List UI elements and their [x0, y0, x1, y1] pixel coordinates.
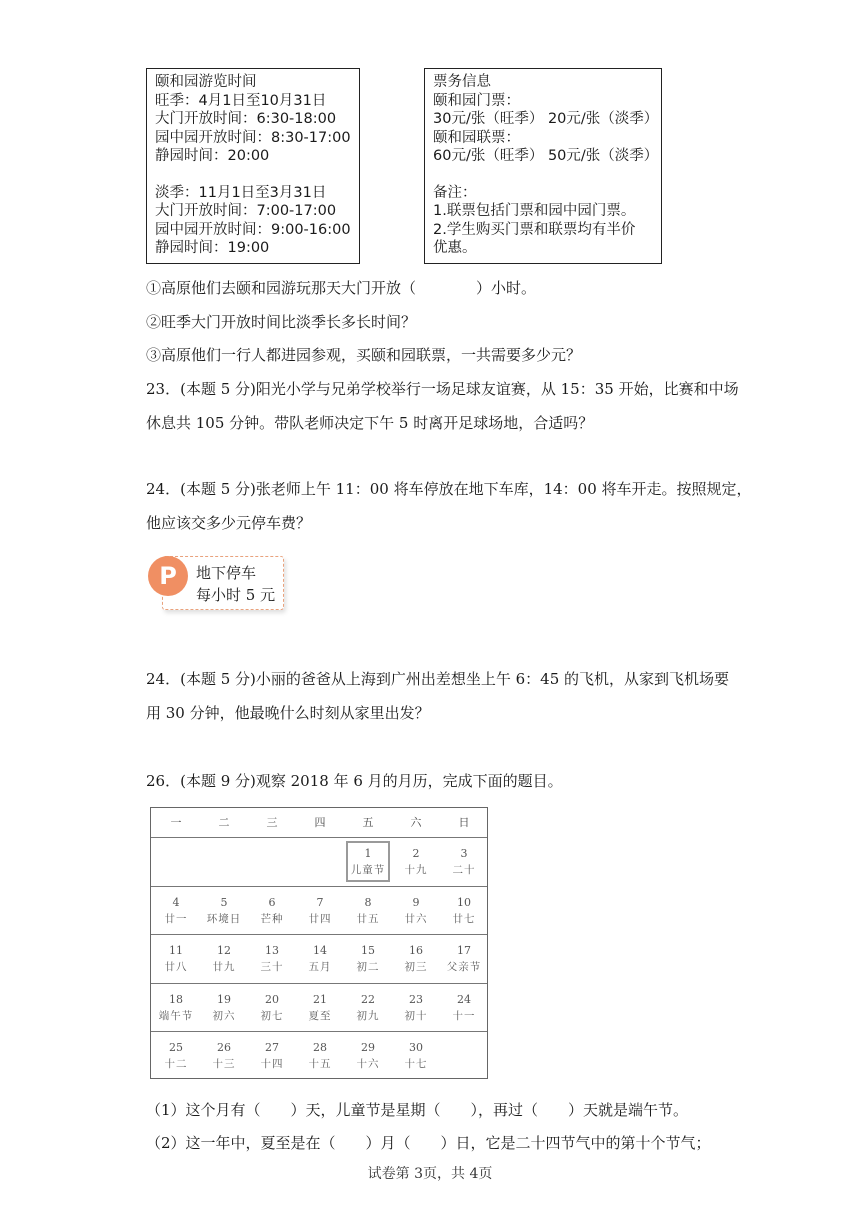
- calendar-day-lunar: 三十: [260, 961, 284, 973]
- calendar-day: [344, 895, 392, 927]
- calendar-day-lunar: 初三: [404, 961, 428, 973]
- calendar-day-lunar: 环境日: [206, 912, 242, 925]
- calendar-day-number: 25: [169, 1041, 183, 1054]
- calendar-day: [248, 943, 296, 975]
- calendar-day-number: 7: [316, 895, 324, 909]
- visiting-hours-title: 颐和园游览时间: [155, 74, 257, 90]
- calendar-day-lunar: 廿九: [212, 961, 236, 973]
- calendar-day: [392, 992, 440, 1024]
- calendar-day-number: 27: [265, 1041, 279, 1054]
- calendar-day: [344, 1040, 392, 1072]
- calendar-day-number: 9: [412, 895, 420, 909]
- calendar-day-number: 22: [361, 992, 375, 1006]
- calendar-day-lunar: 父亲节: [446, 961, 482, 973]
- visiting-hours-lines: [155, 92, 351, 258]
- question-26-intro: 26．(本题 9 分)观察 2018 年 6 月的月历，完成下面的题目。: [146, 772, 563, 790]
- calendar-day: [152, 992, 200, 1024]
- visiting-hours-line: 静园时间：19:00: [155, 240, 270, 256]
- question-23-line1: 23．(本题 5 分)阳光小学与兄弟学校举行一场足球友谊赛，从 15：35 开始，比赛和中场: [146, 380, 739, 398]
- calendar-day-lunar: 廿五: [356, 912, 380, 925]
- calendar-day: [344, 943, 392, 975]
- calendar-day-lunar: 五月: [308, 961, 332, 973]
- question-24-flight-line1: 24．(本题 5 分)小丽的爸爸从上海到广州出差想坐上午 6：45 的飞机，从家到飞机场要: [146, 670, 730, 688]
- calendar-day: [200, 895, 248, 927]
- calendar-day-number: 8: [364, 895, 372, 909]
- visiting-hours-line: 大门开放时间：7:00-17:00: [155, 203, 337, 219]
- calendar-day-number: 15: [361, 944, 375, 957]
- ticket-info-line: 备注：: [433, 184, 477, 201]
- calendar-day-number: 20: [265, 992, 279, 1006]
- calendar-day-lunar: 十二: [164, 1058, 188, 1070]
- calendar-day-lunar: 端午节: [158, 1009, 194, 1022]
- calendar-day: [296, 895, 344, 927]
- weekday-header: 一: [170, 816, 182, 829]
- calendar-day: [152, 943, 200, 975]
- calendar-day-number: 26: [217, 1041, 231, 1054]
- calendar-day-lunar: 廿六: [404, 912, 428, 925]
- calendar-day: [440, 943, 488, 975]
- visiting-hours-line: 淡季：11月1日至3月31日: [155, 184, 327, 201]
- calendar-day: [296, 943, 344, 975]
- childrens-day-highlight: [346, 841, 390, 882]
- ticket-info-title: 票务信息: [433, 74, 491, 90]
- ticket-info-line: 颐和园联票：: [433, 129, 520, 146]
- weekday-header: 五: [362, 816, 374, 829]
- calendar-day-lunar: 儿童节: [350, 864, 386, 876]
- calendar-day-lunar: 廿七: [452, 912, 476, 925]
- calendar-day-number: 17: [457, 944, 471, 957]
- calendar-day: [440, 846, 488, 878]
- visiting-hours-line: 园中园开放时间：8:30-17:00: [155, 129, 351, 146]
- calendar-day-lunar: 初十: [404, 1009, 428, 1022]
- calendar-day-number: 11: [169, 944, 183, 957]
- calendar-day-lunar: 十七: [404, 1058, 428, 1070]
- calendar-day: [200, 943, 248, 975]
- parking-p-icon: P: [148, 556, 188, 596]
- calendar-day-number: 4: [172, 895, 180, 909]
- calendar-day: [152, 1040, 200, 1072]
- calendar-day-lunar: 初九: [356, 1009, 380, 1022]
- calendar-day-lunar: 廿四: [308, 912, 332, 925]
- weekday-header: 二: [218, 816, 230, 829]
- ticket-info-line: 优惠。: [433, 240, 477, 256]
- calendar-day: [344, 992, 392, 1024]
- calendar-day-number: 10: [457, 895, 471, 909]
- question-23-line2: 休息共 105 分钟。带队老师决定下午 5 时离开足球场地，合适吗？: [146, 414, 594, 432]
- calendar-day-number: 2: [412, 847, 420, 860]
- calendar-day: [440, 895, 488, 927]
- ticket-info-lines: [433, 92, 659, 258]
- calendar-day: [248, 895, 296, 927]
- ticket-info-line: 1.联票包括门票和园中园门票。: [433, 203, 636, 219]
- calendar-day-number: 16: [409, 944, 423, 957]
- calendar-day: [392, 846, 440, 878]
- calendar-day: [392, 895, 440, 927]
- ticket-info-box: [424, 68, 662, 264]
- calendar-day-number: 19: [217, 992, 231, 1006]
- ticket-info-line: 30元/张（旺季） 20元/张（淡季）: [433, 111, 659, 127]
- ticket-info-line: 60元/张（旺季） 50元/张（淡季）: [433, 148, 659, 164]
- calendar-day-number: 29: [361, 1041, 375, 1054]
- calendar-day: [248, 1040, 296, 1072]
- calendar-day: [392, 943, 440, 975]
- calendar-day-number: 24: [457, 992, 471, 1006]
- calendar-day-number: 18: [169, 992, 183, 1006]
- calendar-day: [296, 992, 344, 1024]
- calendar-day-lunar: 十五: [308, 1058, 332, 1070]
- page-footer: 试卷第 3页，共 4页: [367, 1166, 493, 1182]
- parking-sign-line2: 每小时 5 元: [196, 586, 276, 604]
- calendar-day-lunar: 十一: [452, 1009, 476, 1022]
- calendar-row-divider: [151, 934, 487, 935]
- calendar-day-number: 30: [409, 1041, 423, 1054]
- question-24-parking-line1: 24．(本题 5 分)张老师上午 11：00 将车停放在地下车库，14：00 将车开走。按照规定，: [146, 480, 752, 498]
- question-24-flight: [146, 662, 730, 730]
- ticket-info-line: [433, 166, 653, 184]
- calendar-day-lunar: 廿八: [164, 961, 188, 973]
- visiting-hours-box: [146, 68, 360, 264]
- calendar-day-lunar: 廿一: [164, 912, 188, 925]
- q22-sub1: ①高原他们去颐和园游玩那天大门开放（ ）小时。: [146, 279, 537, 297]
- calendar-day: [248, 992, 296, 1024]
- q22-sub3: ③高原他们一行人都进园参观，买颐和园联票，一共需要多少元？: [146, 346, 582, 364]
- visiting-hours-line: 园中园开放时间：9:00-16:00: [155, 221, 351, 238]
- calendar-day: [200, 992, 248, 1024]
- parking-sign-line1: 地下停车: [196, 564, 257, 582]
- parking-sign: [148, 550, 286, 612]
- june-2018-calendar: [150, 807, 488, 1079]
- q22-sub2: ②旺季大门开放时间比淡季长多长时间？: [146, 313, 417, 331]
- calendar-day: [152, 895, 200, 927]
- question-26-sub1: （1）这个月有（ ）天，儿童节是星期（ ），再过（ ）天就是端午节。: [146, 1101, 689, 1119]
- calendar-day-number: 23: [409, 992, 423, 1006]
- question-24-parking: [146, 472, 752, 540]
- calendar-day-lunar: 十三: [212, 1058, 236, 1070]
- calendar-day: [440, 992, 488, 1024]
- visiting-hours-line: 旺季：4月1日至10月31日: [155, 92, 327, 109]
- ticket-info-line: 2.学生购买门票和联票均有半价: [433, 221, 636, 238]
- calendar-day-number: 6: [268, 895, 276, 909]
- calendar-day-number: 14: [313, 944, 327, 957]
- calendar-day-number: 3: [460, 847, 468, 860]
- calendar-day: [200, 1040, 248, 1072]
- calendar-day-number: 5: [220, 895, 228, 909]
- calendar-day-lunar: 初六: [212, 1009, 236, 1022]
- calendar-day-lunar: 初二: [356, 961, 380, 973]
- calendar-day-lunar: 夏至: [308, 1009, 332, 1022]
- ticket-info-line: 颐和园门票：: [433, 92, 520, 109]
- weekday-header: 日: [458, 816, 470, 829]
- calendar-day-number: 1: [364, 847, 372, 860]
- question-26-sub2: （2）这一年中，夏至是在（ ）月（ ）日，它是二十四节气中的第十个节气；: [146, 1134, 711, 1152]
- visiting-hours-line: 静园时间：20:00: [155, 148, 270, 164]
- calendar-day-lunar: 十六: [356, 1058, 380, 1070]
- calendar-day-number: 21: [313, 992, 327, 1006]
- calendar-row-divider: [151, 886, 487, 887]
- visiting-hours-line: [155, 166, 351, 184]
- calendar-day-lunar: 十九: [404, 864, 428, 876]
- calendar-day-number: 13: [265, 944, 279, 957]
- calendar-day: [296, 1040, 344, 1072]
- calendar-row-divider: [151, 983, 487, 984]
- calendar-day-lunar: 二十: [452, 864, 476, 876]
- calendar-row-divider: [151, 1031, 487, 1032]
- calendar-day-number: 28: [313, 1041, 327, 1054]
- calendar-day-lunar: 初七: [260, 1009, 284, 1022]
- question-23: [146, 372, 739, 440]
- weekday-header: 三: [266, 816, 278, 829]
- visiting-hours-line: 大门开放时间：6:30-18:00: [155, 111, 337, 127]
- weekday-header: 四: [314, 816, 326, 829]
- calendar-day-number: 12: [217, 944, 231, 957]
- question-24-parking-line2: 他应该交多少元停车费？: [146, 514, 312, 532]
- weekday-header: 六: [410, 816, 422, 829]
- question-24-flight-line2: 用 30 分钟，他最晚什么时刻从家里出发？: [146, 704, 430, 722]
- calendar-day-lunar: 芒种: [260, 912, 284, 925]
- calendar-day-lunar: 十四: [260, 1058, 284, 1070]
- calendar-header-row: [151, 808, 487, 838]
- calendar-day: [392, 1040, 440, 1072]
